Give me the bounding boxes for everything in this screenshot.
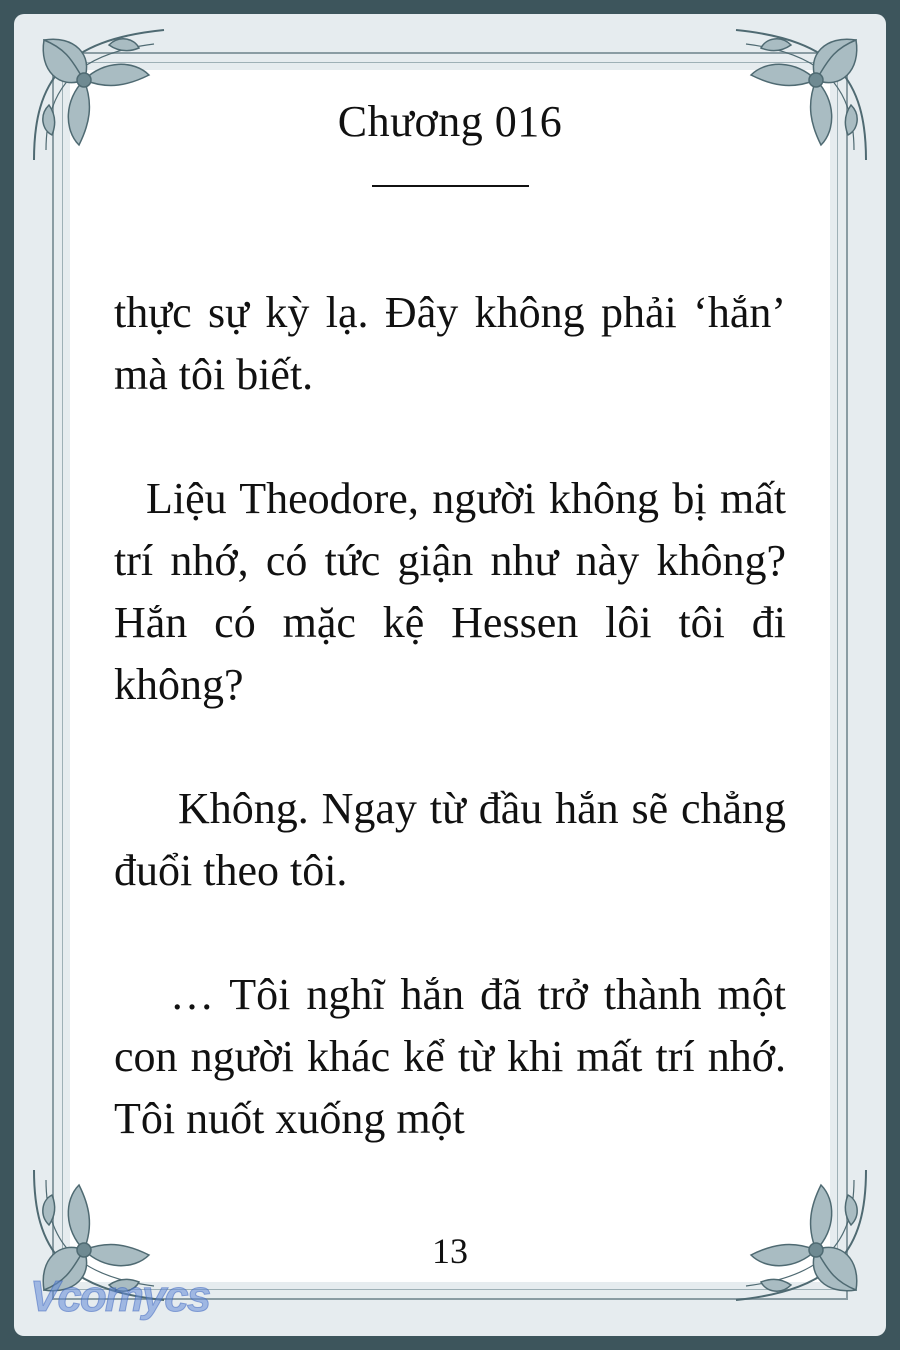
page-number: 13: [432, 1231, 468, 1271]
paragraph: thực sự kỳ lạ. Đây không phải ‘hắn’ mà tôi biết.: [114, 288, 786, 399]
floral-corner-ornament-icon: [24, 20, 174, 170]
title-divider: [372, 185, 529, 187]
paragraph: Không. Ngay từ đầu hắn sẽ chẳng đuổi theo tôi.: [114, 784, 786, 895]
watermark-logo: Vcomycs: [30, 1272, 210, 1321]
floral-corner-ornament-icon: [726, 20, 876, 170]
paragraph: … Tôi nghĩ hắn đã trở thành một con người khác kể từ khi mất trí nhớ. Tôi nuốt xuống một: [114, 970, 786, 1143]
chapter-title: Chương 016: [337, 97, 563, 146]
body-text: [114, 282, 786, 1150]
paragraph: Liệu Theodore, người không bị mất trí nhớ, có tức giận như này không? Hắn có mặc kệ Hessen lôi tôi đi không?: [114, 474, 786, 709]
